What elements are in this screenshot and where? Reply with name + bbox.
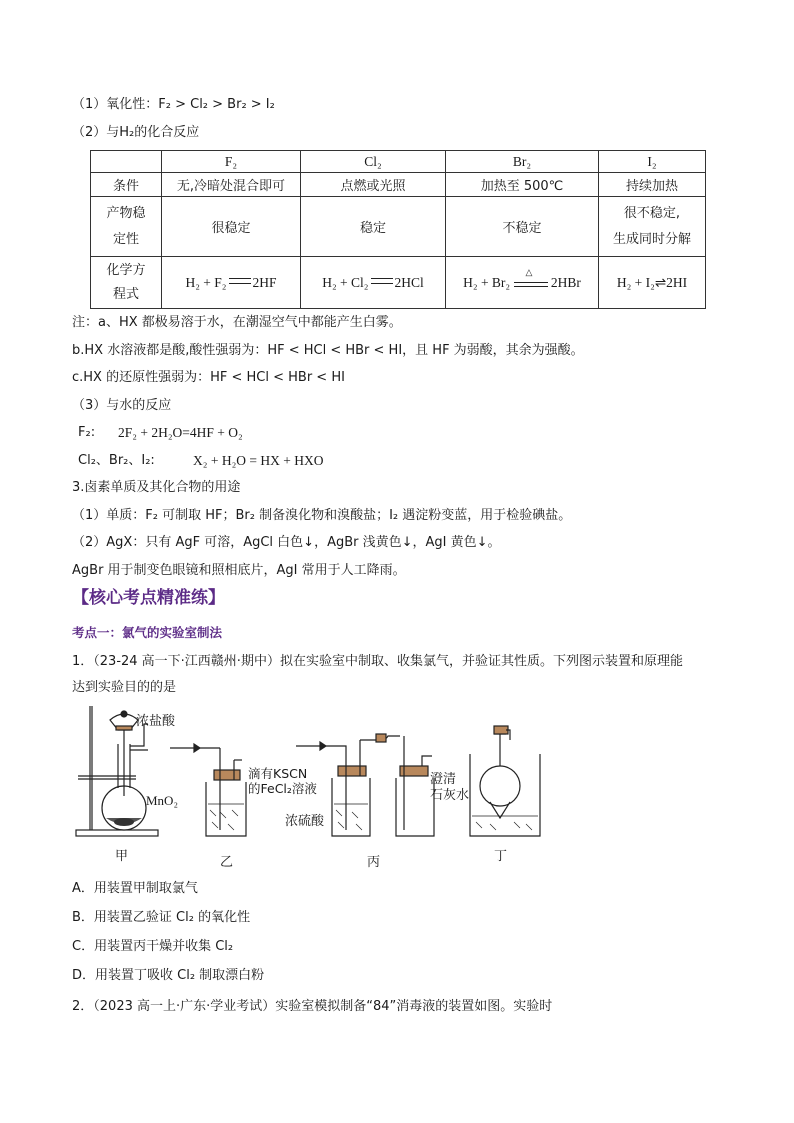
option-b[interactable]: B．用装置乙验证 Cl₂ 的氧化性 <box>72 910 251 925</box>
table-cell <box>599 197 706 257</box>
f2-equation: 2F₂ + 2H₂O=4HF + O₂ <box>118 425 243 440</box>
cell-line: 生成同时分解 <box>612 231 691 247</box>
note-c: c.HX 的还原性强弱为：HF < HCl < HBr < HI <box>72 370 345 385</box>
halogen-equation: X₂ + H₂O = HX + HXO <box>193 453 324 468</box>
oxidizing-order: （1）氧化性：F₂ > Cl₂ > Br₂ > I₂ <box>72 97 275 112</box>
label-yi: 乙 <box>220 855 234 870</box>
question-2-stem: 2．（2023 高一上·广东·学业考试）实验室模拟制备“84”消毒液的装置如图。实验时 <box>72 999 553 1014</box>
section-title: 【核心考点精准练】 <box>72 588 225 608</box>
table-header-cell <box>91 151 162 173</box>
table-cell: 稳定 <box>301 197 446 257</box>
table-cell: 加热至 500℃ <box>446 173 599 197</box>
label-bing: 丙 <box>367 855 381 870</box>
label-lime-water: 澄清 <box>430 772 457 787</box>
table-row <box>91 173 706 197</box>
option-a[interactable]: A．用装置甲制取氯气 <box>72 881 198 896</box>
table-header-cell: I₂ <box>599 151 706 173</box>
f2-label: F₂: <box>78 425 96 440</box>
water-reaction-heading: （3）与水的反应 <box>72 398 172 413</box>
label-ding: 丁 <box>494 849 508 864</box>
table-cell: 无,冷暗处混合即可 <box>162 173 301 197</box>
double-bond-sign <box>229 278 251 284</box>
apparatus-ding <box>470 726 540 836</box>
table-header-row <box>91 151 706 173</box>
note-b: b.HX 水溶液都是酸,酸性强弱为：HF < HCl < HBr < HI，且 HF 为弱酸，其余为强酸。 <box>72 343 584 358</box>
equation-right: 2HCl <box>394 274 424 290</box>
label-conc-hcl: 浓盐酸 <box>136 714 176 729</box>
use-2: （2）AgX：只有 AgF 可溶，AgCl 白色↓，AgBr 浅黄色↓，AgI 黄色↓。 <box>72 535 501 550</box>
table-cell: 点燃或光照 <box>301 173 446 197</box>
row-label-line: 定性 <box>112 231 139 247</box>
halogen-label: Cl₂、Br₂、I₂: <box>78 453 155 468</box>
row-label-line: 化学方 <box>106 262 146 278</box>
row-label-line: 程式 <box>112 286 139 302</box>
subsection-title: 考点一：氯气的实验室制法 <box>72 625 223 640</box>
table-cell: H₂ + I₂⇌2HI <box>599 257 706 309</box>
table-header-cell: Br₂ <box>446 151 599 173</box>
label-lime-water-2: 石灰水 <box>430 788 470 803</box>
heat-arrow <box>514 267 548 289</box>
h2-combination-heading: （2）与H₂的化合反应 <box>72 125 200 140</box>
table-cell <box>91 257 162 309</box>
equation-right: 2HBr <box>550 274 581 290</box>
question-1-stem-cont: 达到实验目的的是 <box>72 680 177 695</box>
label-kscn: 滴有KSCN <box>248 766 308 781</box>
table-row <box>91 197 706 257</box>
table-cell <box>446 257 599 309</box>
label-fecl2: 的FeCl₂溶液 <box>248 781 317 796</box>
table-cell: 不稳定 <box>446 197 599 257</box>
question-1-stem: 1．（23-24 高一下·江西赣州·期中）拟在实验室中制取、收集氯气，并验证其性质。下列图示装置和原理能 <box>72 654 683 669</box>
halogen-h2-table <box>90 150 706 309</box>
label-mno2: MnO₂ <box>146 793 178 808</box>
option-c[interactable]: C．用装置丙干燥并收集 Cl₂ <box>72 939 234 954</box>
label-conc-h2so4: 浓硫酸 <box>285 814 325 829</box>
use-1: （1）单质：F₂ 可制取 HF；Br₂ 制备溴化物和溴酸盐；I₂ 遇淀粉变蓝，用于检验碘盐。 <box>72 508 572 523</box>
equation-left: H₂ + F₂ <box>185 274 227 290</box>
table-cell <box>162 257 301 309</box>
table-header-cell: Cl₂ <box>301 151 446 173</box>
label-jia: 甲 <box>115 849 129 864</box>
row-label-line: 产物稳 <box>106 205 146 221</box>
option-d[interactable]: D．用装置丁吸收 Cl₂ 制取漂白粉 <box>72 968 265 983</box>
table-cell: 持续加热 <box>599 173 706 197</box>
table-cell <box>91 197 162 257</box>
double-bond-sign <box>514 282 548 287</box>
note-a: 注：a、HX 都极易溶于水，在潮湿空气中都能产生白雾。 <box>72 315 402 330</box>
equation-left: H₂ + Cl₂ <box>322 274 369 290</box>
table-header-cell: F₂ <box>162 151 301 173</box>
apparatus-bing <box>326 734 434 836</box>
use-3: AgBr 用于制变色眼镜和照相底片，AgI 常用于人工降雨。 <box>72 563 406 578</box>
heat-symbol: △ <box>525 267 533 278</box>
table-cell <box>301 257 446 309</box>
table-row <box>91 257 706 309</box>
cell-line: 很不稳定, <box>623 205 681 221</box>
table-cell: 很稳定 <box>162 197 301 257</box>
equation-left: H₂ + Br₂ <box>463 274 511 290</box>
equation-right: 2HF <box>252 274 277 290</box>
table-cell: 条件 <box>91 173 162 197</box>
double-bond-sign <box>371 278 393 284</box>
uses-heading: 3.卤素单质及其化合物的用途 <box>72 480 241 495</box>
